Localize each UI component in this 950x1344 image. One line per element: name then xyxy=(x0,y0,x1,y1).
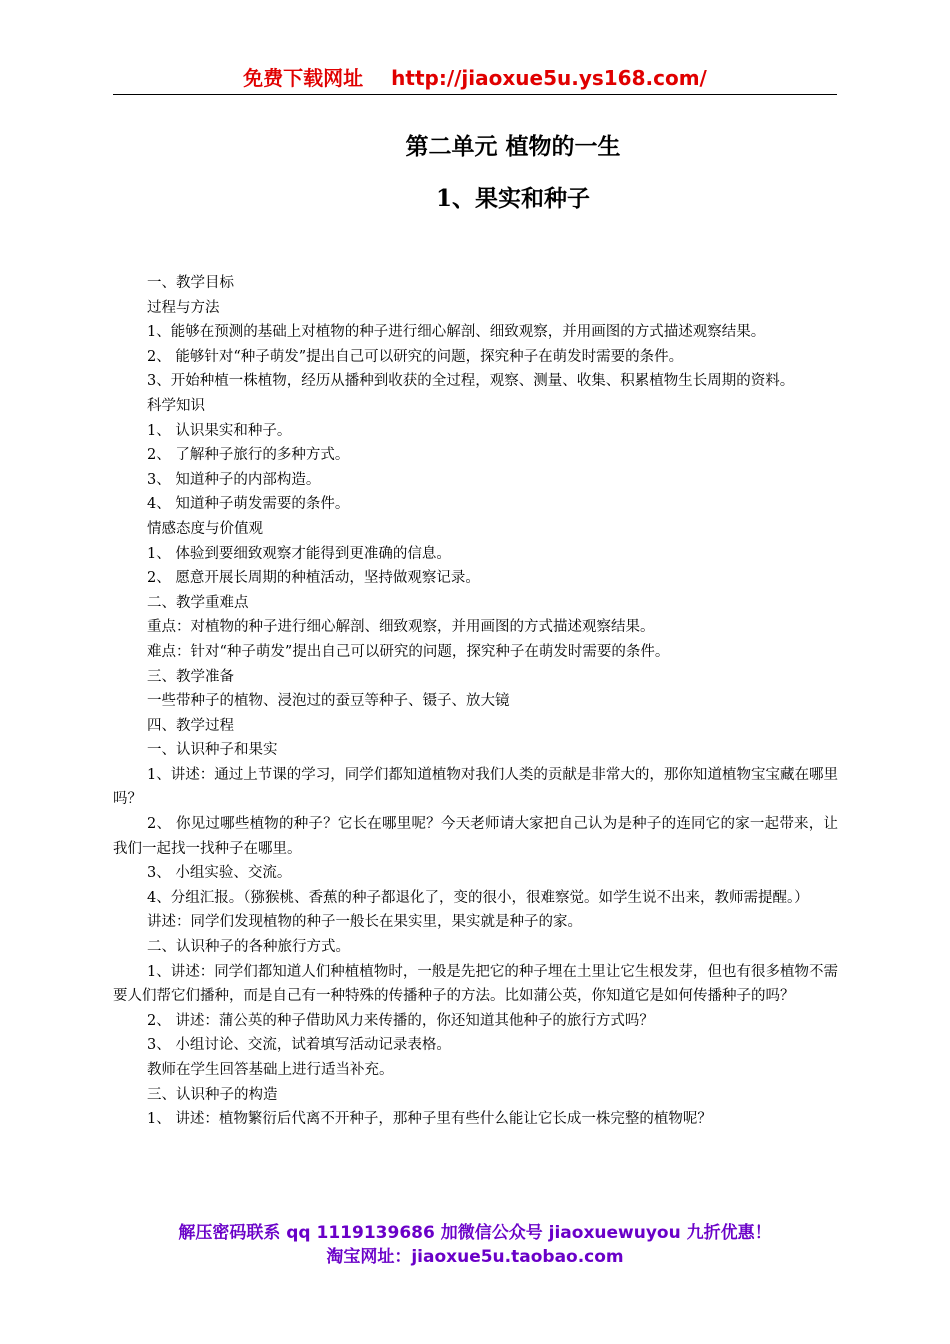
paragraph: 二、教学重难点 xyxy=(147,594,249,611)
paragraph: 科学知识 xyxy=(147,397,205,414)
paragraph: 情感态度与价值观 xyxy=(147,520,263,537)
paragraph: 难点：针对“种子萌发”提出自己可以研究的问题，探究种子在萌发时需要的条件。 xyxy=(147,643,670,660)
paragraph: 2、 了解种子旅行的多种方式。 xyxy=(147,447,350,464)
paragraph: 1、讲述：同学们都知道人们种植植物时，一般是先把它的种子埋在土里让它生根发芽，但也有很多植物不需要人们帮它们播种，而是自己有一种特殊的传播种子的方法。比如蒲公英，你知道它是如何传播种子的吗？ xyxy=(113,963,838,1005)
paragraph: 4、分组汇报。（猕猴桃、香蕉的种子都退化了，变的很小，很难察觉。如学生说不出来，教师需提醒。） xyxy=(147,889,809,906)
paragraph: 教师在学生回答基础上进行适当补充。 xyxy=(147,1062,394,1078)
document-body xyxy=(113,271,838,1132)
paragraph: 1、 认识果实和种子。 xyxy=(147,422,292,439)
paragraph: 2、 愿意开展长周期的种植活动，坚持做观察记录。 xyxy=(147,570,480,587)
footer-shop-link[interactable]: 淘宝网址：jiaoxue5u.taobao.com xyxy=(326,1247,624,1267)
paragraph: 3、开始种植一株植物，经历从播种到收获的全过程，观察、测量、收集、积累植物生长周期的资料。 xyxy=(147,373,795,390)
paragraph: 一、认识种子和果实 xyxy=(147,742,278,759)
paragraph: 2、 讲述：蒲公英的种子借助风力来传播的，你还知道其他种子的旅行方式吗？ xyxy=(147,1012,654,1029)
header-url-link[interactable]: http://jiaoxue5u.ys168.com/ xyxy=(391,66,707,90)
paragraph: 一、教学目标 xyxy=(147,275,234,291)
paragraph: 1、能够在预测的基础上对植物的种子进行细心解剖、细致观察，并用画图的方式描述观察结果。 xyxy=(147,324,766,341)
paragraph: 重点：对植物的种子进行细心解剖、细致观察，并用画图的方式描述观察结果。 xyxy=(147,619,655,636)
paragraph: 一些带种子的植物、浸泡过的蚕豆等种子、镊子、放大镜 xyxy=(147,693,510,710)
lesson-title: 1、果实和种子 xyxy=(435,185,590,212)
paragraph: 3、 知道种子的内部构造。 xyxy=(147,471,321,488)
page-header xyxy=(113,62,837,95)
paragraph: 讲述：同学们发现植物的种子一般长在果实里，果实就是种子的家。 xyxy=(147,914,582,931)
paragraph: 1、 讲述：植物繁衍后代离不开种子，那种子里有些什么能让它长成一株完整的植物呢？ xyxy=(147,1111,712,1128)
paragraph: 1、 体验到要细致观察才能得到更准确的信息。 xyxy=(147,545,451,562)
paragraph: 4、 知道种子萌发需要的条件。 xyxy=(147,496,350,513)
unit-title: 第二单元 植物的一生 xyxy=(405,133,621,160)
paragraph: 过程与方法 xyxy=(147,299,220,316)
paragraph: 3、 小组讨论、交流，试着填写活动记录表格。 xyxy=(147,1037,451,1054)
paragraph: 3、 小组实验、交流。 xyxy=(147,865,292,882)
paragraph: 1、讲述：通过上节课的学习，同学们都知道植物对我们人类的贡献是非常大的，那你知道植物宝宝藏在哪里吗？ xyxy=(113,766,838,808)
paragraph: 二、认识种子的各种旅行方式。 xyxy=(147,939,350,956)
paragraph: 2、 你见过哪些植物的种子？它长在哪里呢？今天老师请大家把自己认为是种子的连同它的家一起带来，让我们一起找一找种子在哪里。 xyxy=(113,816,838,857)
paragraph: 四、教学过程 xyxy=(147,717,234,734)
paragraph: 三、认识种子的构造 xyxy=(147,1086,278,1103)
header-label: 免费下载网址 xyxy=(243,66,364,90)
paragraph: 三、教学准备 xyxy=(147,668,234,685)
paragraph: 2、 能够针对“种子萌发”提出自己可以研究的问题，探究种子在萌发时需要的条件。 xyxy=(147,348,684,365)
footer-contact: 解压密码联系 qq 1119139686 加微信公众号 jiaoxuewuyou 九折优惠！ xyxy=(178,1223,772,1243)
